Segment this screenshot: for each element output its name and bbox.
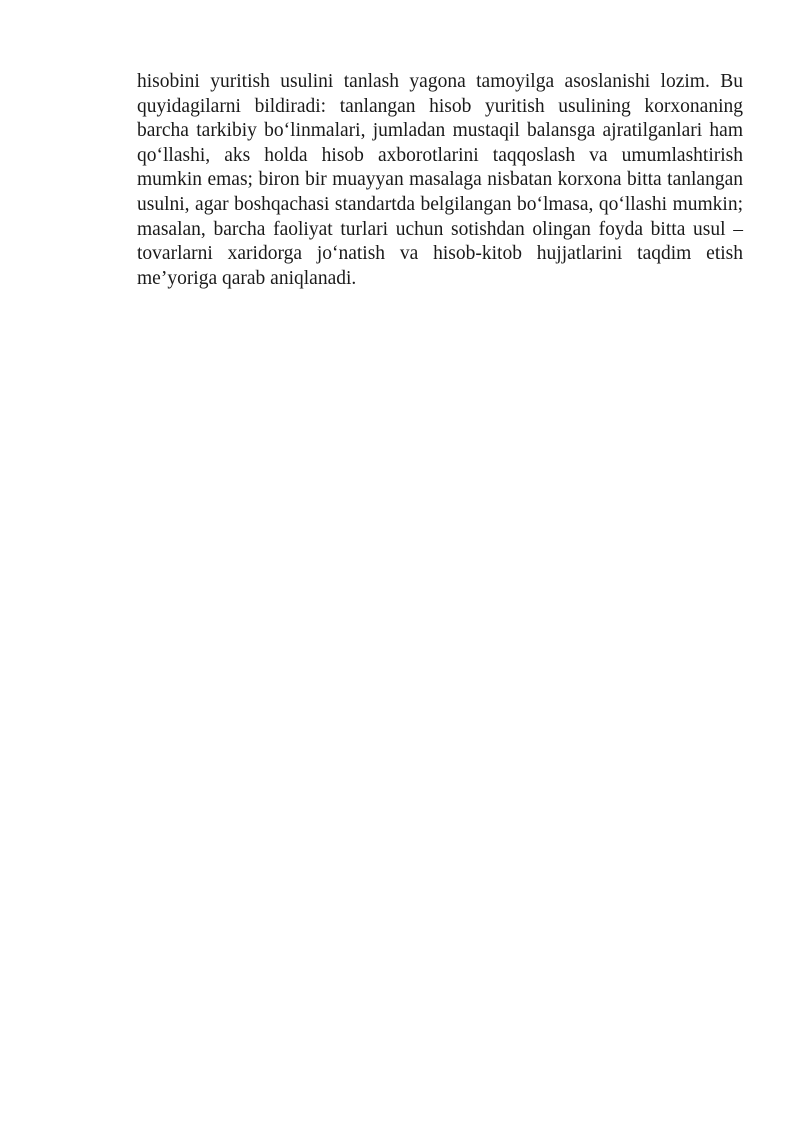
body-paragraph: hisobini yuritish usulini tanlash yagona tamoyilga asoslanishi lozim. Bu quyidagilarni bildiradi: tanlangan hisob yuritish usulining korxonaning barcha tarkibiy bo‘linmalari, jumladan mustaqil balansga ajratilganlari ham qo‘llashi, aks holda hisob axborotlarini taqqoslash va umumlashtirish mumkin emas; biron bir muayyan masalaga nisbatan korxona bitta tanlangan usulni, agar boshqachasi standartda belgilangan bo‘lmasa, qo‘llashi mumkin; masalan, barcha faoliyat turlari uchun sotishdan olingan foyda bitta usul – tovarlarni xaridorga jo‘natish va hisob-kitob hujjatlarini taqdim etish me’yoriga qarab aniqlanadi. <box>137 71 743 289</box>
